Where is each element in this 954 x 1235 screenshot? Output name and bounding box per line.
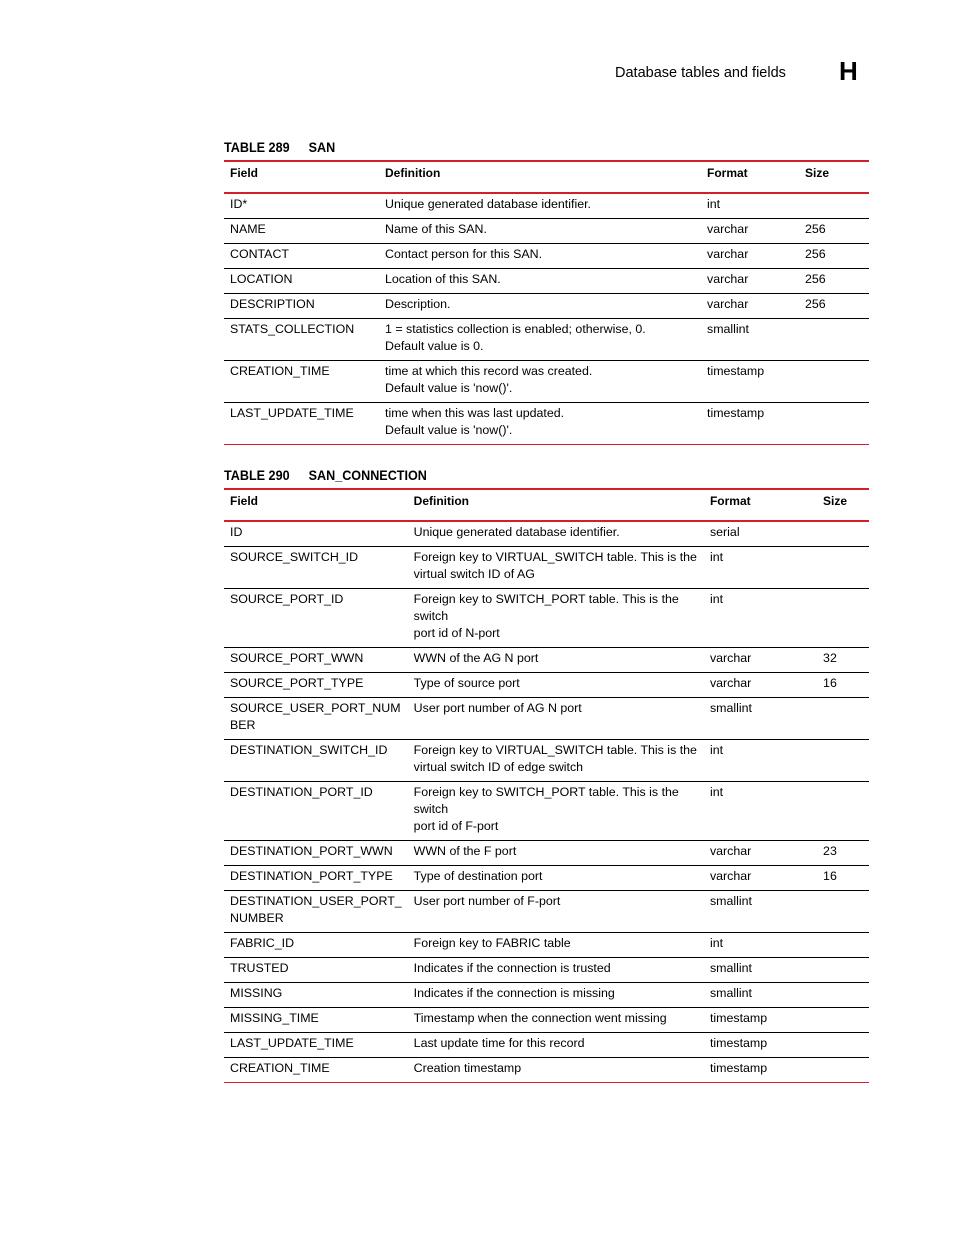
size-cell: [817, 648, 869, 673]
field-cell: [224, 361, 379, 403]
field-name: SOURCE_USER_PORT_NUM: [230, 701, 401, 715]
definition-text: port id of F-port: [413, 819, 499, 833]
table-row: [224, 294, 869, 319]
definition-text: Location of this SAN.: [385, 272, 501, 286]
definition-cell: [379, 219, 701, 244]
format-value: serial: [709, 525, 740, 539]
table-row: [224, 1008, 869, 1033]
field-name: SOURCE_PORT_ID: [230, 592, 344, 606]
field-cell: [224, 1008, 408, 1033]
size-cell: [817, 1033, 869, 1058]
size-value: 16: [823, 869, 837, 883]
format-cell: [704, 1058, 817, 1083]
field-cell: [224, 933, 408, 958]
field-cell: [224, 1058, 408, 1083]
table-row: [224, 782, 869, 841]
field-name: LAST_UPDATE_TIME: [230, 1036, 354, 1050]
definition-text: Description.: [385, 297, 451, 311]
format-cell: [704, 547, 817, 589]
size-cell: [799, 361, 869, 403]
format-cell: [704, 648, 817, 673]
field-name: SOURCE_PORT_WWN: [230, 651, 364, 665]
format-value: int: [709, 743, 724, 757]
definition-text: Name of this SAN.: [385, 222, 487, 236]
field-cell: [224, 403, 379, 445]
field-cell: [224, 673, 408, 698]
column-header-format: Format: [701, 161, 799, 193]
format-cell: [704, 521, 817, 547]
table-row: [224, 547, 869, 589]
size-cell: [799, 294, 869, 319]
size-cell: [817, 698, 869, 740]
definition-text: User port number of AG N port: [413, 701, 582, 715]
size-cell: [817, 933, 869, 958]
format-cell: [704, 698, 817, 740]
definition-text: virtual switch ID of edge switch: [413, 760, 584, 774]
definition-cell: [379, 403, 701, 445]
definition-cell: [408, 521, 704, 547]
definition-text: Foreign key to FABRIC table: [413, 936, 571, 950]
table-number: TABLE 290: [224, 467, 290, 483]
format-cell: [701, 244, 799, 269]
field-name: TRUSTED: [230, 961, 289, 975]
san-table: [224, 160, 869, 445]
format-value: smallint: [709, 894, 752, 908]
format-value: timestamp: [709, 1011, 768, 1025]
table-290-caption: [224, 467, 427, 483]
table-289-caption: [224, 139, 335, 155]
format-value: timestamp: [709, 1036, 768, 1050]
size-cell: [799, 193, 869, 219]
table-row: [224, 673, 869, 698]
definition-cell: [408, 841, 704, 866]
table-row: [224, 740, 869, 782]
field-name: LAST_UPDATE_TIME: [230, 406, 354, 420]
format-value: int: [707, 197, 721, 211]
size-value: 23: [823, 844, 837, 858]
format-cell: [701, 193, 799, 219]
format-cell: [701, 319, 799, 361]
format-value: timestamp: [707, 364, 765, 378]
field-cell: [224, 294, 379, 319]
definition-cell: [408, 866, 704, 891]
field-cell: [224, 782, 408, 841]
definition-cell: [408, 648, 704, 673]
appendix-letter: H: [839, 56, 858, 86]
table-row: [224, 958, 869, 983]
field-cell: [224, 891, 408, 933]
format-value: varchar: [709, 651, 752, 665]
column-header-size: Size: [817, 489, 869, 521]
definition-cell: [379, 193, 701, 219]
field-cell: [224, 983, 408, 1008]
format-value: smallint: [709, 701, 752, 715]
definition-text: Indicates if the connection is missing: [413, 986, 615, 1000]
column-header-format: Format: [704, 489, 817, 521]
format-value: smallint: [709, 961, 752, 975]
size-cell: [817, 589, 869, 648]
table-row: [224, 983, 869, 1008]
field-name: SOURCE_PORT_TYPE: [230, 676, 364, 690]
format-cell: [704, 933, 817, 958]
size-cell: [817, 866, 869, 891]
field-cell: [224, 740, 408, 782]
definition-text: Type of source port: [413, 676, 520, 690]
definition-cell: [379, 244, 701, 269]
size-cell: [817, 891, 869, 933]
definition-cell: [379, 294, 701, 319]
format-cell: [704, 866, 817, 891]
page-header-title: Database tables and fields: [615, 65, 786, 81]
field-name: CREATION_TIME: [230, 1061, 330, 1075]
definition-cell: [408, 958, 704, 983]
column-header-definition: Definition: [379, 161, 701, 193]
definition-cell: [408, 673, 704, 698]
field-cell: [224, 958, 408, 983]
size-cell: [817, 983, 869, 1008]
size-cell: [817, 1058, 869, 1083]
size-cell: [799, 403, 869, 445]
format-cell: [701, 294, 799, 319]
field-name: ID*: [230, 197, 248, 211]
definition-text: time at which this record was created.: [385, 364, 593, 378]
field-name: MISSING_TIME: [230, 1011, 319, 1025]
definition-cell: [408, 891, 704, 933]
field-name: DESTINATION_PORT_WWN: [230, 844, 393, 858]
field-name: ID: [230, 525, 243, 539]
format-value: varchar: [709, 844, 752, 858]
definition-cell: [379, 319, 701, 361]
size-value: 256: [805, 272, 826, 286]
definition-text: Default value is 'now()'.: [385, 381, 513, 395]
table-number: TABLE 289: [224, 139, 290, 155]
definition-cell: [408, 1033, 704, 1058]
format-cell: [704, 589, 817, 648]
table-name: SAN: [308, 139, 336, 155]
format-cell: [704, 782, 817, 841]
format-value: varchar: [707, 297, 749, 311]
field-name: CREATION_TIME: [230, 364, 330, 378]
field-name: NAME: [230, 222, 266, 236]
definition-text: Unique generated database identifier.: [413, 525, 620, 539]
format-cell: [704, 841, 817, 866]
field-cell: [224, 521, 408, 547]
definition-cell: [379, 361, 701, 403]
definition-text: Default value is 0.: [385, 339, 484, 353]
column-header-field: Field: [224, 489, 408, 521]
definition-text: Foreign key to SWITCH_PORT table. This is the switch: [413, 785, 679, 816]
format-value: int: [709, 785, 724, 799]
format-cell: [701, 219, 799, 244]
field-name: DESTINATION_USER_PORT_: [230, 894, 402, 908]
field-cell: [224, 648, 408, 673]
size-cell: [817, 1008, 869, 1033]
field-cell: [224, 193, 379, 219]
table-row: [224, 403, 869, 445]
field-name: NUMBER: [230, 911, 284, 925]
size-cell: [799, 319, 869, 361]
format-cell: [704, 958, 817, 983]
format-value: varchar: [707, 272, 749, 286]
definition-text: WWN of the F port: [413, 844, 517, 858]
table-row: [224, 1033, 869, 1058]
field-name: STATS_COLLECTION: [230, 322, 355, 336]
san-connection-table: [224, 488, 869, 1083]
table-row: [224, 648, 869, 673]
size-cell: [799, 269, 869, 294]
table-row: [224, 319, 869, 361]
format-cell: [704, 983, 817, 1008]
field-cell: [224, 841, 408, 866]
definition-cell: [408, 740, 704, 782]
definition-text: Foreign key to SWITCH_PORT table. This is the switch: [413, 592, 679, 623]
definition-cell: [408, 547, 704, 589]
size-value: 256: [805, 247, 826, 261]
definition-text: virtual switch ID of AG: [413, 567, 535, 581]
field-name: DESTINATION_PORT_TYPE: [230, 869, 393, 883]
definition-text: Timestamp when the connection went missing: [413, 1011, 667, 1025]
size-cell: [799, 219, 869, 244]
field-cell: [224, 547, 408, 589]
field-name: MISSING: [230, 986, 283, 1000]
definition-cell: [379, 269, 701, 294]
format-cell: [701, 403, 799, 445]
field-name: SOURCE_SWITCH_ID: [230, 550, 359, 564]
definition-text: Creation timestamp: [413, 1061, 522, 1075]
table-row: [224, 269, 869, 294]
format-value: int: [709, 550, 724, 564]
table-row: [224, 193, 869, 219]
definition-cell: [408, 589, 704, 648]
field-name: LOCATION: [230, 272, 293, 286]
definition-text: 1 = statistics collection is enabled; otherwise, 0.: [385, 322, 646, 336]
format-cell: [704, 740, 817, 782]
column-header-field: Field: [224, 161, 379, 193]
definition-text: Last update time for this record: [413, 1036, 585, 1050]
table-row: [224, 361, 869, 403]
table-row: [224, 933, 869, 958]
definition-text: Type of destination port: [413, 869, 543, 883]
definition-cell: [408, 1058, 704, 1083]
field-name: CONTACT: [230, 247, 289, 261]
table-row: [224, 698, 869, 740]
size-cell: [817, 521, 869, 547]
definition-cell: [408, 698, 704, 740]
field-cell: [224, 319, 379, 361]
size-cell: [817, 841, 869, 866]
size-value: 256: [805, 222, 826, 236]
format-value: varchar: [707, 247, 749, 261]
definition-text: Contact person for this SAN.: [385, 247, 543, 261]
format-value: varchar: [709, 676, 752, 690]
table-row: [224, 891, 869, 933]
table-row: [224, 244, 869, 269]
definition-text: WWN of the AG N port: [413, 651, 539, 665]
table-row: [224, 589, 869, 648]
definition-text: port id of N-port: [413, 626, 500, 640]
format-cell: [701, 269, 799, 294]
size-cell: [799, 244, 869, 269]
definition-text: time when this was last updated.: [385, 406, 565, 420]
column-header-size: Size: [799, 161, 869, 193]
table-row: [224, 866, 869, 891]
field-cell: [224, 866, 408, 891]
table-row: [224, 841, 869, 866]
size-value: 256: [805, 297, 826, 311]
size-cell: [817, 740, 869, 782]
table-row: [224, 219, 869, 244]
format-value: timestamp: [709, 1061, 768, 1075]
definition-cell: [408, 782, 704, 841]
field-name: DESTINATION_SWITCH_ID: [230, 743, 388, 757]
size-cell: [817, 673, 869, 698]
field-cell: [224, 1033, 408, 1058]
format-cell: [704, 1008, 817, 1033]
column-header-definition: Definition: [408, 489, 704, 521]
definition-text: Indicates if the connection is trusted: [413, 961, 611, 975]
table-name: SAN_CONNECTION: [308, 467, 427, 483]
field-cell: [224, 589, 408, 648]
format-cell: [704, 891, 817, 933]
size-cell: [817, 782, 869, 841]
format-cell: [704, 673, 817, 698]
format-cell: [701, 361, 799, 403]
format-value: smallint: [709, 986, 752, 1000]
definition-text: User port number of F-port: [413, 894, 561, 908]
field-cell: [224, 244, 379, 269]
definition-cell: [408, 1008, 704, 1033]
format-value: varchar: [709, 869, 752, 883]
table-row: [224, 521, 869, 547]
field-cell: [224, 698, 408, 740]
format-value: timestamp: [707, 406, 765, 420]
field-name: BER: [230, 718, 256, 732]
size-cell: [817, 958, 869, 983]
definition-text: Foreign key to VIRTUAL_SWITCH table. This is the: [413, 743, 697, 757]
field-cell: [224, 269, 379, 294]
definition-cell: [408, 983, 704, 1008]
field-name: DESCRIPTION: [230, 297, 315, 311]
format-value: smallint: [707, 322, 749, 336]
format-value: int: [709, 936, 724, 950]
definition-text: Unique generated database identifier.: [385, 197, 591, 211]
table-row: [224, 1058, 869, 1083]
format-value: varchar: [707, 222, 749, 236]
size-value: 32: [823, 651, 837, 665]
definition-text: Foreign key to VIRTUAL_SWITCH table. This is the: [413, 550, 697, 564]
field-cell: [224, 219, 379, 244]
definition-text: Default value is 'now()'.: [385, 423, 513, 437]
field-name: FABRIC_ID: [230, 936, 295, 950]
field-name: DESTINATION_PORT_ID: [230, 785, 373, 799]
definition-cell: [408, 933, 704, 958]
size-cell: [817, 547, 869, 589]
size-value: 16: [823, 676, 837, 690]
format-cell: [704, 1033, 817, 1058]
format-value: int: [709, 592, 724, 606]
